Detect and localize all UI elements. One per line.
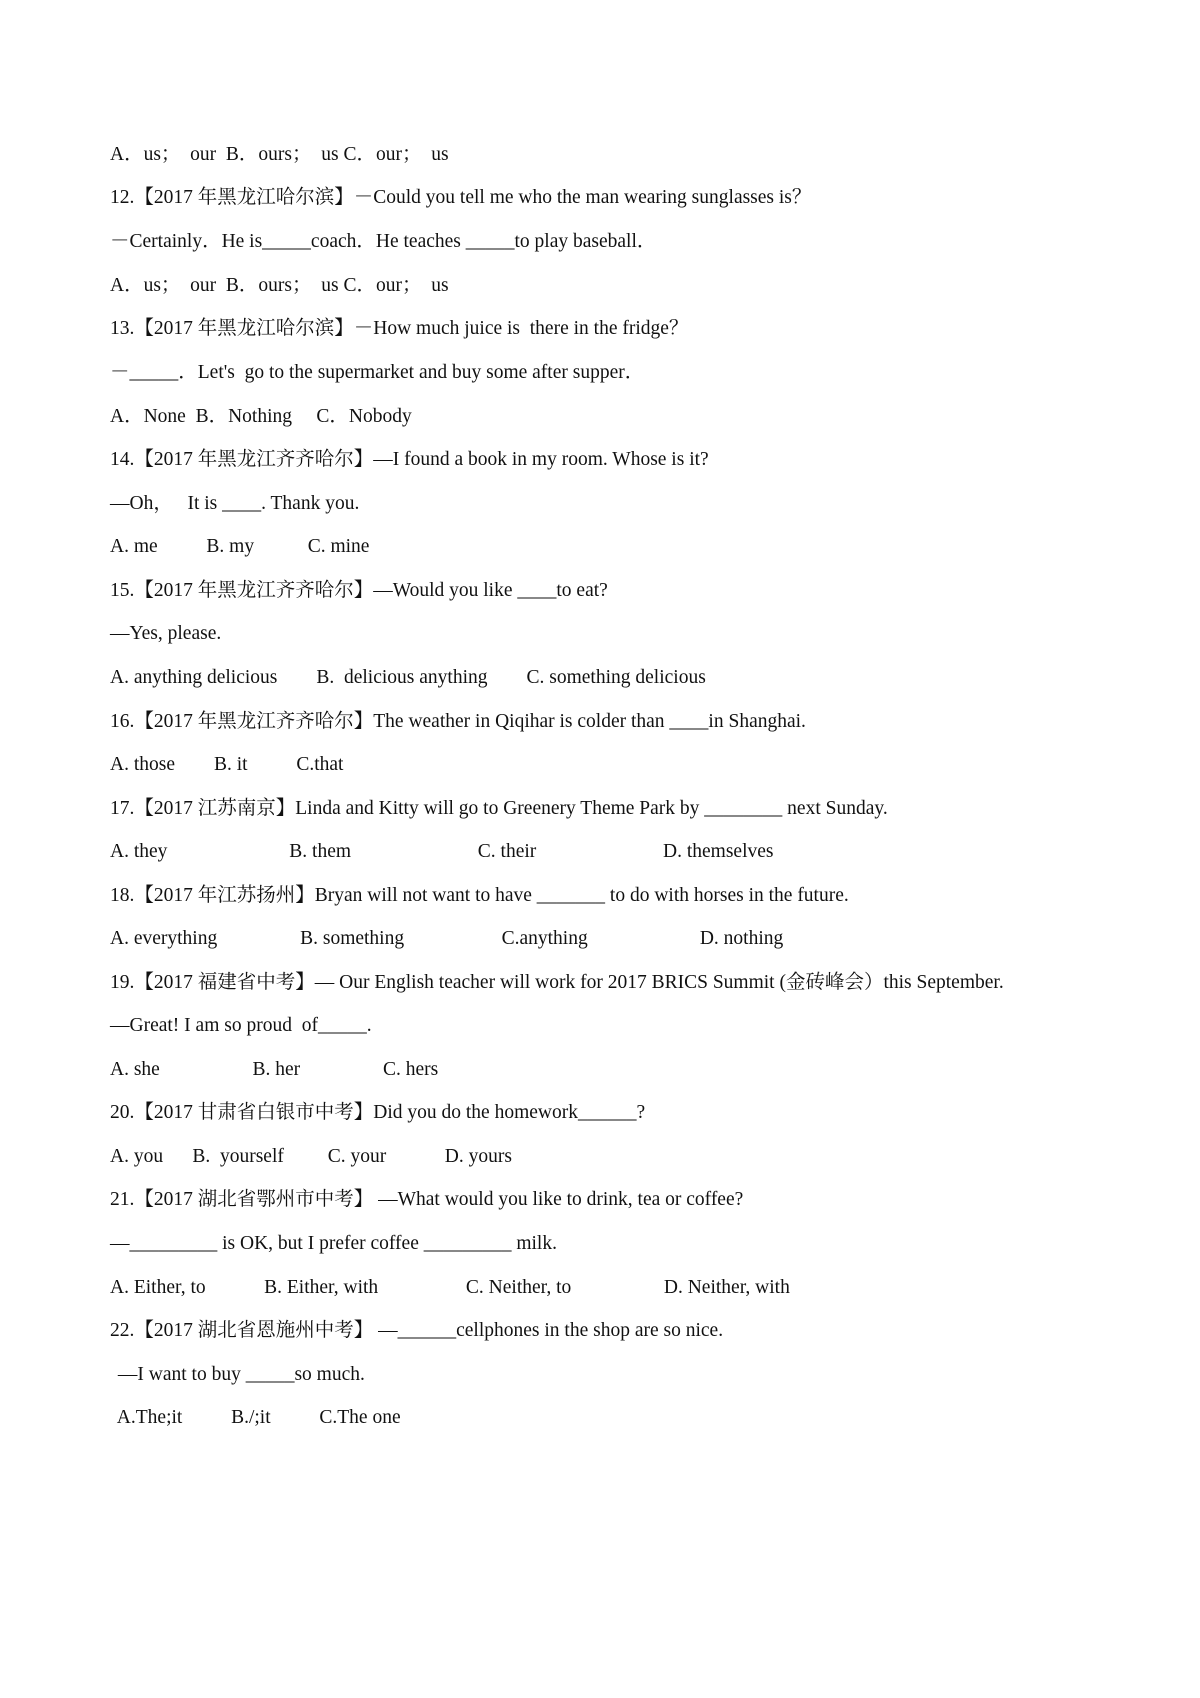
question-20: 20.【2017 甘肃省白银市中考】Did you do the homework______? — [110, 1102, 646, 1123]
options-line: A．None B．Nothing C．Nobody — [110, 406, 412, 427]
dialogue-line: —Great! I am so proud of_____. — [110, 1015, 372, 1036]
dialogue-line: —Oh， It is ____. Thank you. — [110, 493, 360, 514]
options-line: A. those B. it C.that — [110, 754, 344, 775]
question-21: 21.【2017 湖北省鄂州市中考】 —What would you like to drink, tea or coffee? — [110, 1189, 744, 1210]
options-line: A. anything delicious B. delicious anything C. something delicious — [110, 667, 706, 688]
options-line: A. you B. yourself C. your D. yours — [110, 1146, 512, 1167]
question-12: 12.【2017 年黑龙江哈尔滨】－Could you tell me who the man wearing sunglasses is？ — [110, 187, 812, 208]
dialogue-line: －_____．Let's go to the supermarket and buy some after supper． — [110, 362, 645, 383]
question-14: 14.【2017 年黑龙江齐齐哈尔】—I found a book in my room. Whose is it? — [110, 449, 709, 470]
options-line: A．us； our B．ours； us C．our； us — [110, 275, 449, 296]
question-13: 13.【2017 年黑龙江哈尔滨】－How much juice is there in the fridge？ — [110, 318, 689, 339]
options-line: A.The;it B./;it C.The one — [113, 1407, 401, 1428]
options-line: A. they B. them C. their D. themselves — [110, 841, 774, 862]
question-16: 16.【2017 年黑龙江齐齐哈尔】The weather in Qiqihar is colder than ____in Shanghai. — [110, 711, 806, 732]
dialogue-line: —_________ is OK, but I prefer coffee _________ milk. — [110, 1233, 557, 1254]
question-17: 17.【2017 江苏南京】Linda and Kitty will go to Greenery Theme Park by ________ next Sunday. — [110, 798, 888, 819]
dialogue-line: —I want to buy _____so much. — [113, 1364, 365, 1385]
question-15: 15.【2017 年黑龙江齐齐哈尔】—Would you like ____to eat? — [110, 580, 608, 601]
dialogue-line: －Certainly．He is_____coach．He teaches _____to play baseball． — [110, 231, 657, 252]
options-line: A．us； our B．ours； us C．our； us — [110, 144, 449, 165]
dialogue-line: —Yes, please. — [110, 623, 222, 644]
options-line: A. Either, to B. Either, with C. Neither, to D. Neither, with — [110, 1277, 790, 1298]
options-line: A. everything B. something C.anything D. nothing — [110, 928, 784, 949]
question-19: 19.【2017 福建省中考】— Our English teacher will work for 2017 BRICS Summit (金砖峰会）this September. — [110, 972, 1004, 993]
question-22: 22.【2017 湖北省恩施州中考】 —______cellphones in the shop are so nice. — [110, 1320, 724, 1341]
options-line: A. me B. my C. mine — [110, 536, 370, 557]
question-18: 18.【2017 年江苏扬州】Bryan will not want to have _______ to do with horses in the future. — [110, 885, 849, 906]
options-line: A. she B. her C. hers — [110, 1059, 439, 1080]
